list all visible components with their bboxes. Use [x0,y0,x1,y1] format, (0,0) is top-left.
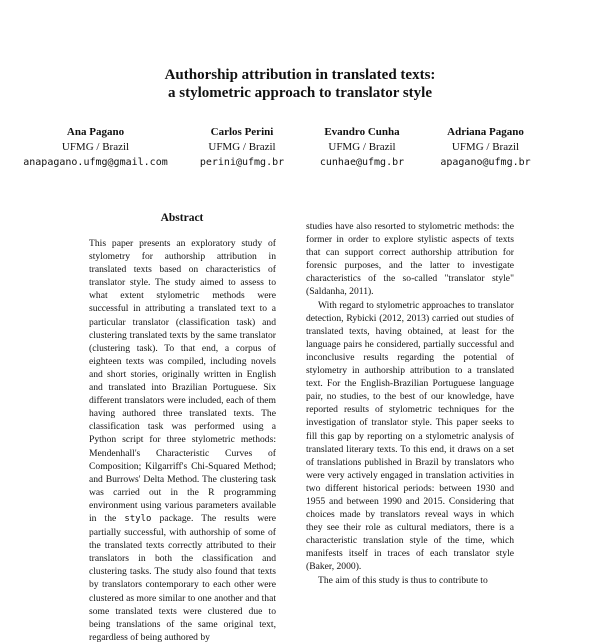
right-paragraph-2: With regard to stylometric approaches to translator detection, Rybicki (2012, 2013) carried out studies of translated texts, having obtained, at least for the language pairs he considered, partially successful and inconclusive results regarding the potential of stylometry in authorship attribution to a translated text. For the English-Brazilian Portuguese language pair, no studies, to the best of our knowledge, have reported results of stylometric techniques for the investigation of translator style. This paper seeks to fill this gap by reporting on a stylometric analysis of translated literary texts. To this end, it draws on a set of translations published in Brazil by translators who were very actively engaged in translation activities in two different historical periods: between 1930 and 1955 and between 1990 and 2015. Considering that choices made by translators reveal ways in which they see their role as cultural mediators, there is a characteristic translation style of the time, which manifests itself in traces of each translator style (Baker, 2000). [306,299,514,573]
author-affiliation: UFMG / Brazil [61,141,130,153]
author-name: Carlos Perini [210,126,274,138]
right-paragraph-3: The aim of this study is thus to contribute to [318,574,488,586]
title-line-1: Authorship attribution in translated texts: [164,67,436,83]
author-2 [187,125,297,170]
author-name: Ana Pagano [66,126,125,138]
right-column-body [306,220,514,587]
author-4 [428,125,543,170]
author-name: Adriana Pagano [447,126,524,138]
author-3 [307,125,417,170]
abstract-text-1: This paper presents an exploratory study of stylometry for authorship attribution in translated texts based on characteristics of translator style. The study aimed to assess to what extent stylometric methods were successful in attributing a translated text to a particular translator (classification task) and clustering translated texts by the same translator (clustering task). To that end, a corpus of eighteen texts was compiled, including novels and short stories, originally written in English and translated into Brazilian Portuguese. Six different translators were included, each of them having authored three translated texts. The classification task was performed using a Python script for three stylometric methods: Mendenhall's Characteristic Curves of Composition; Kilgarriff's Chi-Squared Method; and Burrows' Delta Method. The clustering task was carried out in the R programming environment using various parameters available in the [89,238,276,524]
right-paragraph-1: studies have also resorted to stylometric methods: the former in order to explore stylistic aspects of texts that can support correct authorship attribution for forensic purposes, and the latter to investigate characteristics of the so-called "translator style" (Saldanha, 2011). [306,221,514,298]
abstract-text-2: package. The results were partially successful, with authorship of some of the translated texts correctly attributed to their translators in both the classification and clustering tasks. The study also found that texts by translators contemporary to each other were clustered as more similar to one another and that some translated texts were clustered due to being translations of the same original text, regardless of being authored by [89,512,276,643]
author-email[interactable]: apagano@ufmg.br [440,157,531,168]
paper-title [0,66,600,102]
author-name: Evandro Cunha [324,126,400,138]
author-1 [18,125,173,170]
author-affiliation: UFMG / Brazil [328,141,396,153]
author-email[interactable]: cunhae@ufmg.br [319,157,405,168]
author-affiliation: UFMG / Brazil [208,141,276,153]
author-email[interactable]: perini@ufmg.br [199,157,285,168]
title-line-2: a stylometric approach to translator style [168,85,432,101]
author-affiliation: UFMG / Brazil [451,141,520,153]
abstract-body [89,237,276,644]
abstract-paragraph [89,237,276,644]
author-email[interactable]: anapagano.ufmg@gmail.com [23,157,168,168]
abstract-heading: Abstract [160,212,204,224]
stylo-package-name: stylo [124,513,152,524]
